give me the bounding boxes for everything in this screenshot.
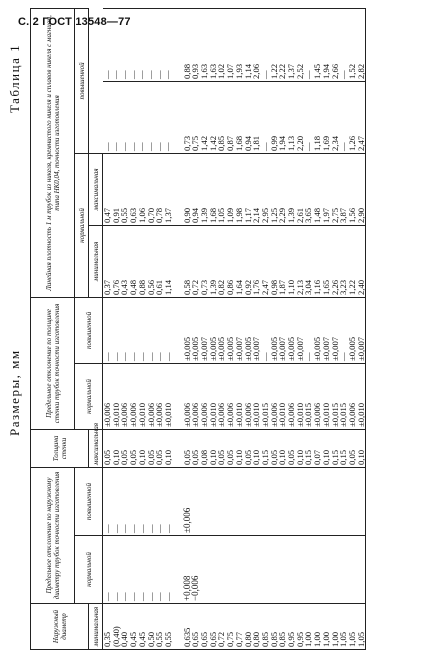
cell-value: ±0,010 — [162, 402, 173, 427]
cell-value: 1,39 — [286, 207, 297, 223]
col-header-diameter: Наружный диаметр — [31, 604, 89, 650]
cell-value: — — [127, 142, 138, 151]
cell-value: 3,87 — [338, 207, 349, 223]
col-header-wall-increased: повышенной — [75, 297, 103, 363]
cell-value: 1,63 — [199, 63, 210, 79]
cell-value: 0,10 — [251, 449, 262, 465]
cell-value: 3,23 — [338, 279, 349, 295]
cell-value: — — [338, 352, 349, 361]
cell-value: 0,15 — [329, 449, 340, 465]
cell-value: 1,39 — [207, 279, 218, 295]
cell-value: 2,06 — [251, 63, 262, 79]
cell-value: 1,68 — [207, 207, 218, 223]
cell-value: — — [136, 70, 147, 79]
cell-value: 0,95 — [294, 631, 305, 647]
col-header-density: Линейная плотность 1 м трубок из никеля, кремнистого никеля и сплавов никеля с магнием, типа НК0,04, точности изготовления — [31, 8, 75, 297]
cell-value: 1,16 — [312, 279, 323, 295]
table-label: Таблица 1 — [7, 43, 22, 113]
cell-value: 0,73 — [199, 279, 210, 295]
cell-value: 1,26 — [346, 135, 357, 151]
cell-value: 0,87 — [225, 135, 236, 151]
cell-value: 2,95 — [259, 207, 270, 223]
cell-value: — — [303, 70, 314, 79]
col-header-density-normal-max: максимальная — [89, 429, 103, 467]
cell-value: — — [338, 70, 349, 79]
cell-value: 1,94 — [320, 63, 331, 79]
col-header-wall-normal: нормальной — [75, 363, 103, 429]
col-wall-normal-g2 — [173, 363, 366, 429]
cell-value: 0,65 — [190, 631, 201, 647]
cell-value: 0,10 — [233, 449, 244, 465]
cell-value: 2,47 — [259, 279, 270, 295]
cell-value: 0,43 — [119, 279, 130, 295]
cell-value: — — [102, 352, 112, 361]
cell-value: — — [110, 592, 121, 601]
cell-value: 0,10 — [110, 449, 121, 465]
cell-value: — — [101, 142, 112, 151]
cell-value: 1,68 — [233, 135, 244, 151]
cell-value: 2,22 — [277, 63, 288, 79]
caption-dimensions: Размеры, мм — [7, 349, 22, 436]
cell-value: 2,82 — [355, 63, 366, 79]
cell-value: 1,05 — [338, 631, 349, 647]
cell-value: 1,45 — [312, 63, 323, 79]
cell-value: 3,04 — [303, 279, 314, 295]
cell-value: ±0,006 — [286, 402, 297, 427]
cell-value: 0,05 — [119, 449, 130, 465]
table-row-group2 — [173, 8, 366, 649]
cell-value: 2,61 — [294, 207, 305, 223]
cell-value: ±0,005 — [286, 336, 297, 361]
merged-outer-increased: ±0,006 — [173, 467, 366, 535]
cell-value: 0,05 — [346, 449, 357, 465]
cell-value: 1,00 — [320, 631, 331, 647]
cell-value: 0,05 — [102, 449, 112, 465]
cell-value: 2,26 — [329, 279, 340, 295]
cell-value: 1,22 — [268, 63, 279, 79]
cell-value: ±0,010 — [294, 402, 305, 427]
cell-value: 0,91 — [110, 207, 121, 223]
cell-value: ±0,005 — [242, 336, 253, 361]
cell-value: 0,40 — [119, 631, 130, 647]
cell-value: — — [303, 142, 314, 151]
cell-value: — — [136, 592, 147, 601]
cell-value: 1,09 — [225, 207, 236, 223]
cell-value: 0,73 — [181, 135, 192, 151]
col-header-outer-normal: нормальной — [75, 536, 103, 604]
cell-value: 1,39 — [199, 207, 210, 223]
cell-value: 0,90 — [181, 207, 192, 223]
col-nmax-g1 — [103, 153, 173, 225]
col-imax-g2 — [173, 8, 366, 81]
cell-value: ±0,007 — [320, 336, 331, 361]
cell-value: 0,05 — [145, 449, 156, 465]
cell-value: — — [162, 70, 173, 79]
cell-value: ±0,005 — [207, 336, 218, 361]
cell-value: 1,22 — [346, 279, 357, 295]
col-header-wall-dev: Предельное отклонение по толщине стенки трубок точности изготовления — [31, 297, 75, 429]
cell-value: 1,18 — [312, 135, 323, 151]
cell-value: ±0,010 — [251, 402, 262, 427]
col-header-wall: Толщина стенки — [31, 429, 89, 467]
cell-value: 1,42 — [207, 135, 218, 151]
cell-value: 0,75 — [225, 631, 236, 647]
cell-value: 0,15 — [338, 449, 349, 465]
col-header-density-increased-min: минимальная — [89, 225, 103, 297]
cell-value: — — [110, 524, 121, 533]
cell-value: — — [259, 352, 270, 361]
cell-value: — — [127, 70, 138, 79]
cell-value: 2,34 — [329, 135, 340, 151]
col-header-density-normal-min: минимальная — [89, 604, 103, 650]
cell-value: ±0,006 — [346, 402, 357, 427]
col-wall-increased-g1 — [103, 297, 173, 363]
cell-value: 1,94 — [277, 135, 288, 151]
cell-value: 1,05 — [346, 631, 357, 647]
cell-value: 0,05 — [242, 449, 253, 465]
cell-value: 1,00 — [303, 631, 314, 647]
cell-value: ±0,010 — [233, 402, 244, 427]
cell-value: 0,88 — [136, 279, 147, 295]
cell-value: — — [118, 70, 129, 79]
cell-value: ±0,006 — [268, 402, 279, 427]
cell-value: — — [128, 524, 139, 533]
cell-value: 1,76 — [251, 279, 262, 295]
col-nmin-g1 — [103, 225, 173, 297]
cell-value: 0,70 — [145, 207, 156, 223]
col-imax-g1 — [103, 8, 173, 81]
cell-value: 1,05 — [355, 631, 366, 647]
table-row-group1 — [103, 8, 173, 649]
col-header-outer-dev: Предельное отклонение по наружному диаметру трубок точности изготовления — [31, 467, 75, 603]
cell-value: 1,02 — [216, 63, 227, 79]
cell-value: ±0,005 — [346, 336, 357, 361]
cell-value: 0,15 — [259, 449, 270, 465]
cell-value: — — [119, 524, 130, 533]
cell-value: — — [259, 70, 270, 79]
cell-value: 0,80 — [251, 631, 262, 647]
cell-value: 0,78 — [154, 207, 165, 223]
cell-value: ±0,015 — [329, 402, 340, 427]
cell-value: — — [145, 352, 156, 361]
cell-value: 1,00 — [329, 631, 340, 647]
cell-value: 1,52 — [346, 63, 357, 79]
cell-value: 0,88 — [181, 63, 192, 79]
col-nmax-g2 — [173, 153, 366, 225]
cell-value: 0,65 — [207, 631, 218, 647]
cell-value: 0,99 — [268, 135, 279, 151]
cell-value: — — [162, 592, 173, 601]
cell-value: ±0,006 — [199, 402, 210, 427]
cell-value: — — [145, 70, 156, 79]
cell-value: ±0,006 — [181, 402, 192, 427]
cell-value: ±0,005 — [268, 336, 279, 361]
col-wall-normal-g1 — [103, 363, 173, 429]
col-wall-g2 — [173, 429, 366, 467]
cell-value: ±0,007 — [355, 336, 366, 361]
cell-value: — — [145, 592, 156, 601]
cell-value: ±0,006 — [128, 402, 139, 427]
cell-value: ±0,010 — [277, 402, 288, 427]
cell-value: 1,13 — [286, 135, 297, 151]
cell-value: 0,65 — [199, 631, 210, 647]
cell-value: ±0,005 — [312, 336, 323, 361]
cell-value: 0,58 — [181, 279, 192, 295]
cell-value: — — [162, 352, 173, 361]
cell-value: 0,85 — [216, 135, 227, 151]
col-header-outer-increased: повышенной — [75, 467, 103, 535]
cell-value: 0,55 — [119, 207, 130, 223]
cell-value: 0,45 — [128, 631, 139, 647]
cell-value: 1,63 — [207, 63, 218, 79]
cell-value: 0,08 — [199, 449, 210, 465]
cell-value: — — [162, 524, 173, 533]
col-imin-g2 — [173, 81, 366, 153]
merged-outer-normal — [173, 536, 366, 604]
cell-value: — — [102, 524, 112, 533]
cell-value: 0,98 — [268, 279, 279, 295]
cell-value: 0,94 — [242, 135, 253, 151]
cell-value: — — [153, 70, 164, 79]
cell-value: 0,92 — [242, 279, 253, 295]
cell-value: — — [119, 592, 130, 601]
cell-value: — — [153, 142, 164, 151]
cell-value: 0,48 — [128, 279, 139, 295]
cell-value: ±0,006 — [102, 402, 112, 427]
cell-value: 0,635 — [181, 627, 192, 647]
cell-value: 0,37 — [102, 279, 112, 295]
cell-value: ±0,007 — [199, 336, 210, 361]
cell-value: 0,76 — [110, 279, 121, 295]
merged-outer-normal-line: +0,008 — [181, 575, 192, 601]
cell-value: 0,07 — [312, 449, 323, 465]
cell-value: 1,37 — [286, 63, 297, 79]
cell-value: 1,65 — [320, 279, 331, 295]
cell-value: 0,95 — [286, 631, 297, 647]
cell-value: ±0,007 — [251, 336, 262, 361]
cell-value: 0,47 — [102, 207, 112, 223]
merged-outer-normal-line: −0,006 — [190, 575, 201, 601]
cell-value: 1,98 — [233, 207, 244, 223]
cell-value: 0,75 — [190, 135, 201, 151]
cell-value: ±0,010 — [136, 402, 147, 427]
page-header: С. 2 ГОСТ 13548—77 — [18, 16, 131, 28]
cell-value: 0,56 — [145, 279, 156, 295]
cell-value: 1,56 — [346, 207, 357, 223]
cell-value: — — [128, 352, 139, 361]
cell-value: 0,05 — [181, 449, 192, 465]
cell-value: 2,75 — [329, 207, 340, 223]
cell-value: 2,66 — [329, 63, 340, 79]
col-outer-increased-g1 — [103, 467, 173, 535]
cell-value: 0,15 — [303, 449, 314, 465]
cell-value: 1,87 — [277, 279, 288, 295]
col-header-density-normal: нормальной — [75, 153, 89, 297]
cell-value: ±0,005 — [225, 336, 236, 361]
cell-value: ±0,006 — [312, 402, 323, 427]
cell-value: 0,45 — [136, 631, 147, 647]
cell-value: 2,13 — [294, 279, 305, 295]
col-outer-normal-g1 — [103, 536, 173, 604]
cell-value: 1,14 — [162, 279, 173, 295]
cell-value: 0,05 — [225, 449, 236, 465]
cell-value: 1,42 — [199, 135, 210, 151]
col-header-density-increased-max: максимальная — [89, 153, 103, 225]
cell-value: 0,63 — [128, 207, 139, 223]
cell-value: ±0,010 — [207, 402, 218, 427]
cell-value: ±0,015 — [303, 402, 314, 427]
cell-value: ±0,015 — [259, 402, 270, 427]
cell-value: 0,85 — [277, 631, 288, 647]
cell-value: 0,10 — [277, 449, 288, 465]
cell-value: — — [162, 142, 173, 151]
cell-value: — — [338, 142, 349, 151]
col-nmin-g2 — [173, 225, 366, 297]
cell-value: 0,05 — [216, 449, 227, 465]
cell-value: 2,90 — [355, 207, 366, 223]
cell-value: — — [119, 352, 130, 361]
cell-value: 2,52 — [294, 63, 305, 79]
cell-value: 0,85 — [268, 631, 279, 647]
cell-value: 2,29 — [277, 207, 288, 223]
cell-value: ±0,005 — [190, 336, 201, 361]
cell-value: 1,00 — [312, 631, 323, 647]
cell-value: — — [303, 352, 314, 361]
cell-value: 0,72 — [216, 631, 227, 647]
cell-value: 1,37 — [162, 207, 173, 223]
col-imin-g1 — [103, 81, 173, 153]
cell-value: ±0,006 — [190, 402, 201, 427]
cell-value: — — [154, 524, 165, 533]
cell-value: 0,35 — [102, 631, 112, 647]
cell-value: ±0,007 — [294, 336, 305, 361]
cell-value: — — [154, 592, 165, 601]
cell-value: 0,10 — [355, 449, 366, 465]
cell-value: 1,69 — [320, 135, 331, 151]
cell-value: 0,10 — [207, 449, 218, 465]
cell-value: — — [136, 352, 147, 361]
col-header-density-increased: повышенной — [75, 8, 89, 153]
cell-value: ±0,007 — [329, 336, 340, 361]
cell-value: — — [259, 142, 270, 151]
cell-value: ±0,007 — [233, 336, 244, 361]
cell-value: 1,06 — [136, 207, 147, 223]
cell-value: 0,50 — [145, 631, 156, 647]
col-diameter-g1 — [103, 604, 173, 650]
cell-value: 0,05 — [190, 449, 201, 465]
cell-value: 0,55 — [154, 631, 165, 647]
cell-value: — — [110, 142, 121, 151]
cell-value: 2,14 — [251, 207, 262, 223]
cell-value: 1,17 — [242, 207, 253, 223]
cell-value: 3,65 — [303, 207, 314, 223]
col-wall-increased-g2 — [173, 297, 366, 363]
cell-value: ±0,010 — [355, 402, 366, 427]
cell-value: — — [145, 524, 156, 533]
cell-value: ±0,006 — [145, 402, 156, 427]
cell-value: — — [145, 142, 156, 151]
cell-value: 0,05 — [286, 449, 297, 465]
cell-value: — — [101, 70, 112, 79]
cell-value: 0,05 — [154, 449, 165, 465]
cell-value: 0,86 — [225, 279, 236, 295]
col-diameter-g2 — [173, 604, 366, 650]
cell-value: ±0,005 — [216, 336, 227, 361]
cell-value: 0,10 — [320, 449, 331, 465]
cell-value: 1,97 — [320, 207, 331, 223]
cell-value: 0,10 — [294, 449, 305, 465]
cell-value: ±0,006 — [119, 402, 130, 427]
cell-value: 1,81 — [251, 135, 262, 151]
cell-value: 1,14 — [242, 63, 253, 79]
cell-value: — — [102, 592, 112, 601]
cell-value: ±0,005 — [181, 336, 192, 361]
cell-value: 0,05 — [268, 449, 279, 465]
cell-value: 0,61 — [154, 279, 165, 295]
cell-value: 1,10 — [286, 279, 297, 295]
cell-value: ±0,006 — [216, 402, 227, 427]
cell-value: — — [136, 524, 147, 533]
cell-value: 2,20 — [294, 135, 305, 151]
cell-value: — — [136, 142, 147, 151]
cell-value: — — [128, 592, 139, 601]
cell-value: ±0,007 — [277, 336, 288, 361]
cell-value: 1,93 — [233, 63, 244, 79]
col-wall-g1 — [103, 429, 173, 467]
cell-value: ±0,010 — [320, 402, 331, 427]
cell-value: 2,47 — [355, 135, 366, 151]
cell-value: 0,82 — [216, 279, 227, 295]
cell-value: 0,10 — [162, 449, 173, 465]
cell-value: 0,55 — [162, 631, 173, 647]
cell-value: ±0,015 — [338, 402, 349, 427]
cell-value: 0,80 — [242, 631, 253, 647]
cell-value: ±0,010 — [110, 402, 121, 427]
cell-value: — — [154, 352, 165, 361]
cell-value: 1,25 — [268, 207, 279, 223]
cell-value: — — [110, 70, 121, 79]
cell-value: 1,05 — [216, 207, 227, 223]
cell-value: ±0,006 — [242, 402, 253, 427]
cell-value: 0,72 — [190, 279, 201, 295]
cell-value: (0,40) — [110, 626, 121, 647]
cell-value: ±0,006 — [225, 402, 236, 427]
cell-value: 0,94 — [190, 207, 201, 223]
dimensions-table — [30, 8, 366, 650]
cell-value: 0,85 — [259, 631, 270, 647]
cell-value: 2,40 — [355, 279, 366, 295]
cell-value: 0,77 — [233, 631, 244, 647]
cell-value: 0,05 — [128, 449, 139, 465]
cell-value: 1,48 — [312, 207, 323, 223]
cell-value: ±0,006 — [154, 402, 165, 427]
cell-value: 1,07 — [225, 63, 236, 79]
cell-value: 0,10 — [136, 449, 147, 465]
cell-value: — — [110, 352, 121, 361]
cell-value: 0,93 — [190, 63, 201, 79]
cell-value: 1,64 — [233, 279, 244, 295]
cell-value: — — [118, 142, 129, 151]
